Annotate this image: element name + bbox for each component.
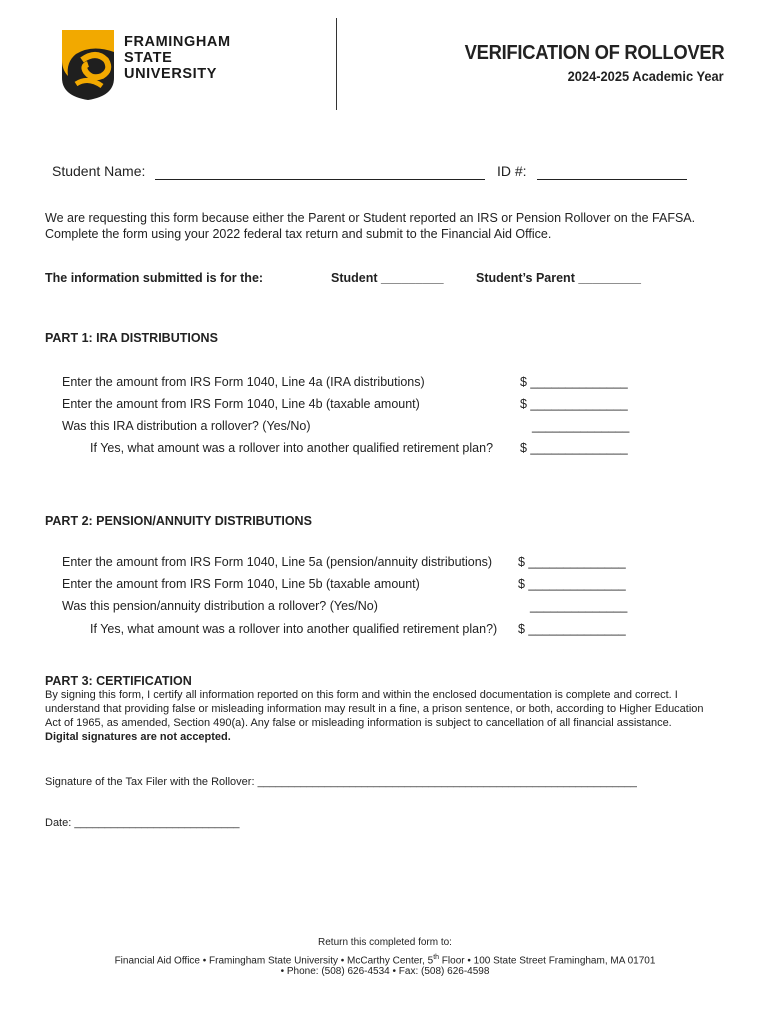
certification-text: By signing this form, I certify all information reported on this form and within the enclosed documentation is complete and correct. I — [45, 689, 678, 701]
footer-superscript: th — [433, 954, 440, 961]
part2-amount-field[interactable]: $ ______________ — [518, 577, 626, 591]
student-option[interactable]: Student _________ — [331, 271, 444, 285]
intro-line: We are requesting this form because either the Parent or Student reported an IRS or Pension Rollover on the FAFSA. — [45, 211, 696, 225]
footer-address-part: Floor • 100 State Street Framingham, MA 01701 — [439, 955, 656, 967]
part2-row-text: Was this pension/annuity distribution a rollover? (Yes/No) — [62, 599, 378, 613]
submitted-for-label: The information submitted is for the: — [45, 271, 264, 285]
certification-text: understand that providing false or misleading information may result in a fine, a prison sentence, or both, according to Higher Education — [45, 703, 704, 715]
part2-row-text: Enter the amount from IRS Form 1040, Line 5b (taxable amount) — [62, 577, 420, 591]
header-divider — [336, 18, 337, 110]
part1-row-text: Was this IRA distribution a rollover? (Yes/No) — [62, 419, 311, 433]
footer-return-label: Return this completed form to: — [318, 937, 452, 948]
wordmark-line: FRAMINGHAM — [124, 34, 231, 50]
signature-field[interactable]: Signature of the Tax Filer with the Rollover: ______________________________________________________________ — [45, 776, 637, 788]
part1-row-text: If Yes, what amount was a rollover into another qualified retirement plan? — [90, 441, 494, 455]
university-wordmark — [124, 34, 231, 82]
footer-address-part: Financial Aid Office • Framingham State University • McCarthy Center, 5 — [114, 955, 434, 967]
certification-text: Act of 1965, as amended, Section 490(a). Any false or misleading information is subject to cancellation of all financial assistance. — [45, 717, 672, 729]
part1-yesno-field[interactable]: ______________ — [532, 419, 630, 433]
academic-year: 2024-2025 Academic Year — [567, 68, 724, 84]
part1-row-text: Enter the amount from IRS Form 1040, Line 4a (IRA distributions) — [62, 375, 425, 389]
part1-row-text: Enter the amount from IRS Form 1040, Line 4b (taxable amount) — [62, 397, 420, 411]
part2-amount-field[interactable]: $ ______________ — [518, 555, 626, 569]
part2-yesno-field[interactable]: ______________ — [530, 599, 628, 613]
part1-amount-field[interactable]: $ ______________ — [520, 397, 628, 411]
part1-amount-field[interactable]: $ ______________ — [520, 375, 628, 389]
student-id-field[interactable] — [537, 179, 687, 180]
wordmark-line: UNIVERSITY — [124, 66, 218, 82]
intro-line: Complete the form using your 2022 federal tax return and submit to the Financial Aid Office. — [45, 227, 552, 241]
part2-row-text: Enter the amount from IRS Form 1040, Line 5a (pension/annuity distributions) — [62, 555, 493, 569]
student-name-label: Student Name: — [52, 163, 146, 179]
university-logo-icon — [62, 30, 114, 100]
part2-amount-field[interactable]: $ ______________ — [518, 622, 626, 636]
date-field[interactable]: Date: ___________________________ — [45, 817, 240, 829]
wordmark-line: STATE — [124, 50, 173, 66]
footer-contact: • Phone: (508) 626-4534 • Fax: (508) 626-4598 — [280, 966, 490, 977]
student-name-field[interactable] — [155, 179, 485, 180]
part1-amount-field[interactable]: $ ______________ — [520, 441, 628, 455]
part3-heading: PART 3: CERTIFICATION — [45, 674, 192, 688]
parent-option[interactable]: Student’s Parent _________ — [476, 271, 641, 285]
part1-heading: PART 1: IRA DISTRIBUTIONS — [45, 331, 218, 345]
digital-signature-notice: Digital signatures are not accepted. — [45, 731, 231, 743]
part2-row-text: If Yes, what amount was a rollover into another qualified retirement plan?) — [90, 622, 498, 636]
part2-heading: PART 2: PENSION/ANNUITY DISTRIBUTIONS — [45, 514, 312, 528]
student-id-label: ID #: — [497, 163, 527, 179]
form-title: VERIFICATION OF ROLLOVER — [464, 42, 724, 64]
